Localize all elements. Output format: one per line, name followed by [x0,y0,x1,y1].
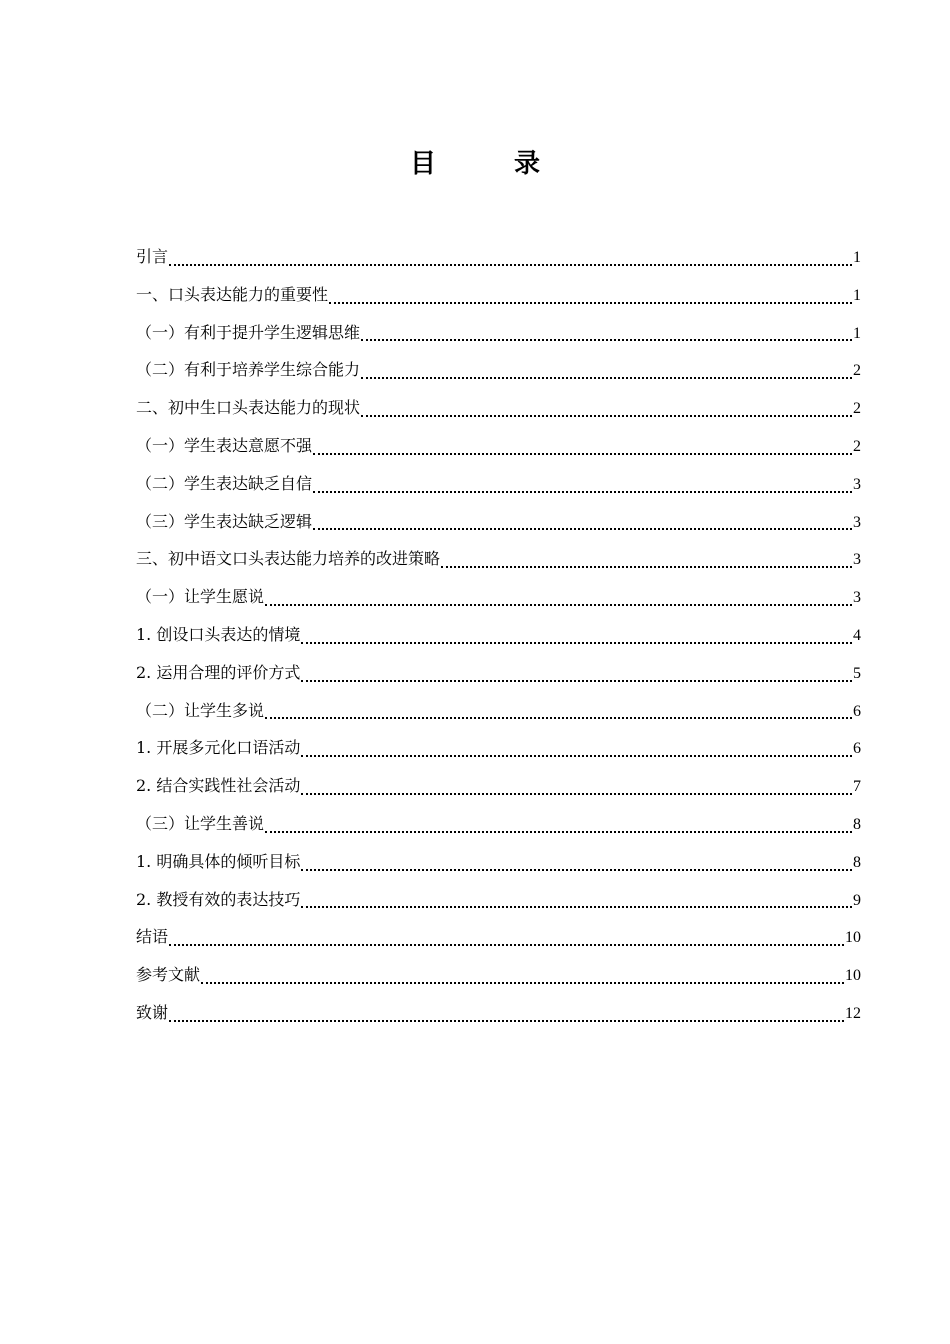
toc-page-number: 1 [853,324,861,342]
toc-page-number: 5 [853,664,861,682]
toc-page-number: 2 [853,437,861,455]
toc-dot-leader [169,263,852,266]
toc-page-number: 9 [853,891,861,909]
toc-page-number: 8 [853,853,861,871]
toc-dot-leader [265,603,852,606]
toc-entry-text[interactable]: （一）学生表达意愿不强 [136,435,313,455]
toc-entry-text[interactable]: 三、初中语文口头表达能力培养的改进策略 [136,549,441,569]
toc-dot-leader [169,943,844,946]
toc-dot-leader [361,376,852,379]
toc-dot-leader [301,868,852,871]
toc-page-number: 8 [853,815,861,833]
toc-dot-leader [301,641,852,644]
toc-page-number: 7 [853,778,861,796]
toc-entry[interactable] [136,881,861,919]
toc-entry-text[interactable]: 结语 [136,927,169,947]
toc-entry[interactable] [136,351,861,389]
toc-entry-text[interactable]: 2. 结合实践性社会活动 [136,776,301,796]
toc-entry[interactable] [136,729,861,767]
toc-entry-text[interactable]: （三）让学生善说 [136,813,265,833]
toc-entry-text[interactable]: 一、口头表达能力的重要性 [136,284,329,304]
toc-entry[interactable] [136,956,861,994]
toc-entry-text[interactable]: （三）学生表达缺乏逻辑 [136,511,313,531]
toc-dot-leader [313,452,852,455]
toc-entry[interactable] [136,767,861,805]
toc-page-number: 3 [853,475,861,493]
toc-entry[interactable] [136,465,861,503]
toc-page-number: 10 [845,967,861,985]
toc-entry-text[interactable]: 1. 创设口头表达的情境 [136,624,301,644]
toc-entry-text[interactable]: 致谢 [136,1002,169,1022]
toc-dot-leader [301,792,852,795]
toc-dot-leader [361,338,852,341]
toc-dot-leader [361,414,852,417]
toc-entry[interactable] [136,314,861,352]
toc-entry-text[interactable]: 2. 运用合理的评价方式 [136,662,301,682]
toc-entry-text[interactable]: （一）让学生愿说 [136,587,265,607]
toc-entry-text[interactable]: 引言 [136,247,169,266]
toc-page-number: 3 [853,589,861,607]
toc-page-number: 12 [845,1004,861,1022]
toc-entry[interactable] [136,692,861,730]
toc-entry[interactable] [136,503,861,541]
toc-entry-text[interactable]: （二）让学生多说 [136,700,265,720]
toc-entry[interactable] [136,918,861,956]
toc-entry[interactable] [136,578,861,616]
toc-entry-text[interactable]: 二、初中生口头表达能力的现状 [136,398,361,418]
toc-entry[interactable] [136,843,861,881]
toc-entry-text[interactable]: 1. 明确具体的倾听目标 [136,851,301,871]
toc-entry-text[interactable]: 2. 教授有效的表达技巧 [136,889,301,909]
toc-page-number: 1 [853,249,861,266]
toc-title: 目 录 [409,149,566,179]
toc-entry-text[interactable]: （二）有利于培养学生综合能力 [136,360,361,380]
toc-dot-leader [329,301,852,304]
toc-dot-leader [169,1019,844,1022]
toc-page-number: 10 [845,929,861,947]
toc-entry[interactable] [136,427,861,465]
toc-page-number: 6 [853,740,861,758]
table-of-contents [136,238,861,1032]
toc-page-number: 2 [853,400,861,418]
toc-page-number: 2 [853,362,861,380]
toc-entry[interactable] [136,540,861,578]
toc-entry[interactable] [136,238,861,276]
toc-dot-leader [301,679,852,682]
toc-entry[interactable] [136,994,861,1032]
toc-page-number: 3 [853,513,861,531]
toc-entry[interactable] [136,805,861,843]
toc-dot-leader [265,830,852,833]
toc-dot-leader [265,716,852,719]
toc-entry[interactable] [136,389,861,427]
toc-page-number: 6 [853,702,861,720]
toc-dot-leader [301,905,852,908]
toc-dot-leader [301,754,852,757]
toc-dot-leader [313,527,852,530]
toc-dot-leader [201,981,844,984]
toc-entry-text[interactable]: （二）学生表达缺乏自信 [136,473,313,493]
toc-entry[interactable] [136,616,861,654]
toc-page-number: 4 [853,626,861,644]
toc-dot-leader [441,565,852,568]
toc-entry[interactable] [136,654,861,692]
toc-entry[interactable] [136,276,861,314]
toc-entry-text[interactable]: 1. 开展多元化口语活动 [136,738,301,758]
toc-dot-leader [313,490,852,493]
toc-entry-text[interactable]: 参考文献 [136,965,201,985]
toc-entry-text[interactable]: （一）有利于提升学生逻辑思维 [136,322,361,342]
toc-page-number: 3 [853,551,861,569]
toc-page-number: 1 [853,286,861,304]
